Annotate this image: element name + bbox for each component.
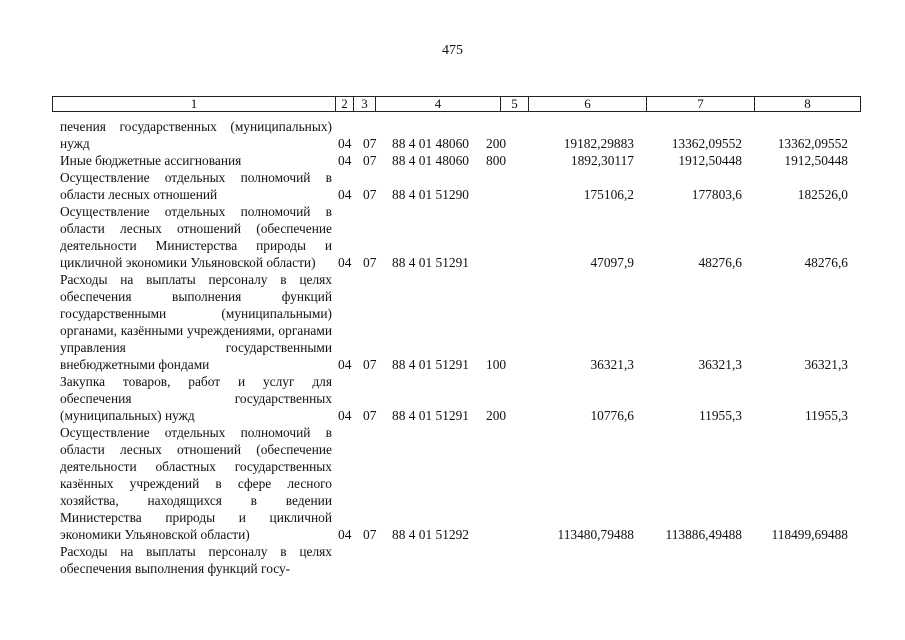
target-article-code: 88 4 01 48060 — [392, 136, 469, 151]
amount-col-6: 113480,79488 — [557, 527, 634, 542]
amount-col-8: 36321,3 — [804, 357, 848, 372]
section-code: 04 — [338, 527, 352, 542]
amount-col-8: 182526,0 — [797, 187, 848, 202]
row-description: Осуществление отдельных полномочий в области лесных отношений (обеспечение деятельности областных государственных казённых учреждений в сфере лесного хозяйства, находящихся в ведении Министерства природы и цикличной экономики Ульяновской области) — [60, 425, 332, 542]
table-row — [60, 271, 850, 373]
header-col-8: 8 — [755, 97, 861, 112]
row-codes — [60, 526, 850, 543]
row-description: Закупка товаров, работ и услуг для обеспечения государственных (муниципальных) нужд — [60, 374, 332, 423]
table-row — [60, 543, 850, 577]
row-description: Осуществление отдельных полномочий в области лесных отношений — [60, 170, 332, 202]
table-row — [60, 373, 850, 424]
header-col-4: 4 — [376, 97, 501, 112]
header-row — [53, 97, 861, 112]
amount-col-7: 13362,09552 — [671, 136, 742, 151]
page-number: 475 — [442, 43, 463, 58]
header-col-5: 5 — [501, 97, 529, 112]
amount-col-7: 177803,6 — [691, 187, 742, 202]
header-col-3: 3 — [354, 97, 376, 112]
row-description: Осуществление отдельных полномочий в области лесных отношений (обеспечение деятельности Министерства природы и цикличной экономики Ульяновской области) — [60, 204, 332, 270]
table-row — [60, 118, 850, 152]
amount-col-8: 118499,69488 — [771, 527, 848, 542]
target-article-code: 88 4 01 51292 — [392, 527, 469, 542]
row-codes — [60, 186, 850, 203]
target-article-code: 88 4 01 51291 — [392, 357, 469, 372]
row-description: печения государственных (муниципальных) нужд — [60, 119, 332, 151]
row-codes — [60, 254, 850, 271]
expense-type-code: 200 — [486, 408, 507, 423]
target-article-code: 88 4 01 51291 — [392, 408, 469, 423]
target-article-code: 88 4 01 51291 — [392, 255, 469, 270]
header-col-6: 6 — [529, 97, 647, 112]
expense-type-code: 800 — [486, 153, 507, 168]
subsection-code: 07 — [363, 357, 377, 372]
subsection-code: 07 — [363, 136, 377, 151]
row-codes — [60, 356, 850, 373]
amount-col-8: 13362,09552 — [777, 136, 848, 151]
amount-col-6: 19182,29883 — [563, 136, 634, 151]
amount-col-7: 48276,6 — [698, 255, 742, 270]
amount-col-8: 1912,50448 — [784, 153, 848, 168]
table-row — [60, 203, 850, 271]
row-codes — [60, 407, 850, 424]
expense-type-code: 200 — [486, 136, 507, 151]
budget-rows — [60, 118, 850, 577]
amount-col-7: 113886,49488 — [665, 527, 742, 542]
table-row — [60, 152, 850, 169]
section-code: 04 — [338, 255, 352, 270]
table-row — [60, 424, 850, 543]
subsection-code: 07 — [363, 255, 377, 270]
subsection-code: 07 — [363, 527, 377, 542]
amount-col-8: 11955,3 — [804, 408, 848, 423]
amount-col-6: 10776,6 — [590, 408, 634, 423]
header-col-1: 1 — [53, 97, 336, 112]
amount-col-6: 47097,9 — [590, 255, 634, 270]
amount-col-6: 175106,2 — [583, 187, 634, 202]
header-col-7: 7 — [647, 97, 755, 112]
subsection-code: 07 — [363, 153, 377, 168]
table-row — [60, 169, 850, 203]
table-header — [52, 96, 861, 112]
row-codes — [60, 135, 850, 152]
subsection-code: 07 — [363, 187, 377, 202]
row-description: Расходы на выплаты персоналу в целях обеспечения выполнения функций государственными (муниципальными) органами, казёнными учреждениями, органами управления государственными внебюджетными фондами — [60, 272, 332, 372]
row-codes — [60, 152, 850, 169]
amount-col-6: 36321,3 — [590, 357, 634, 372]
section-code: 04 — [338, 408, 352, 423]
section-code: 04 — [338, 153, 352, 168]
section-code: 04 — [338, 136, 352, 151]
section-code: 04 — [338, 187, 352, 202]
target-article-code: 88 4 01 51290 — [392, 187, 469, 202]
header-col-2: 2 — [336, 97, 354, 112]
section-code: 04 — [338, 357, 352, 372]
expense-type-code: 100 — [486, 357, 507, 372]
row-description: Иные бюджетные ассигнования — [60, 153, 242, 168]
amount-col-8: 48276,6 — [804, 255, 848, 270]
amount-col-7: 1912,50448 — [678, 153, 742, 168]
amount-col-7: 36321,3 — [698, 357, 742, 372]
row-description: Расходы на выплаты персоналу в целях обеспечения выполнения функций госу- — [60, 544, 332, 576]
amount-col-6: 1892,30117 — [570, 153, 634, 168]
target-article-code: 88 4 01 48060 — [392, 153, 469, 168]
subsection-code: 07 — [363, 408, 377, 423]
amount-col-7: 11955,3 — [698, 408, 742, 423]
